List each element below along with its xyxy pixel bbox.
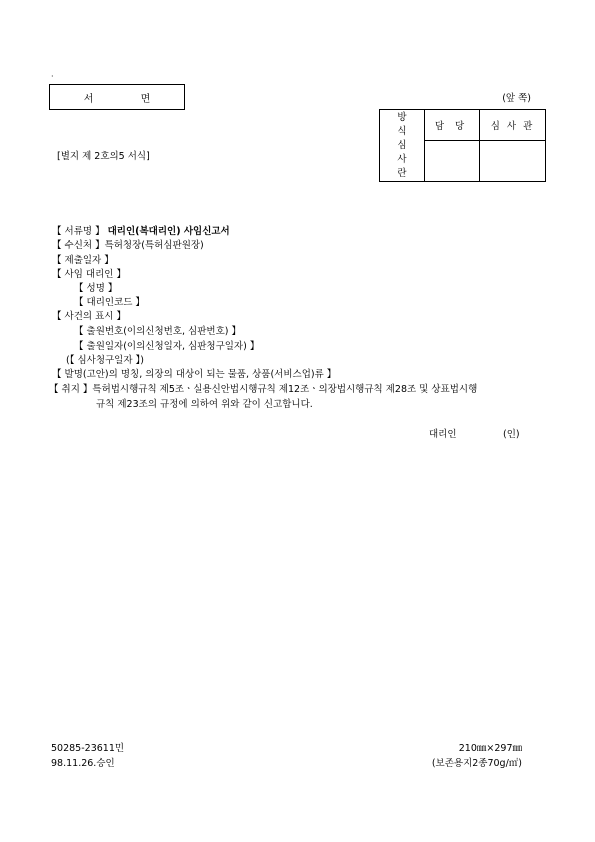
review-side-char: 심 [397,139,407,151]
reviewer-stamp-cell [424,141,480,181]
invention-title-line: 【 발명(고안)의 명칭, 의장의 대상이 되는 물품, 상품(서비스업)류 】 [52,369,337,380]
page-side-label: (앞 쪽) [502,93,531,104]
paper-type: (보존용지2종70g/㎡) [431,758,522,769]
agent-name-line: 【 성명 】 [74,283,118,294]
purpose-line: 【 취지 】특허법시행규칙 제5조ㆍ실용신안법시행규칙 제12조ㆍ의장법시행규칙 제28조 및 상표법시행 [49,384,478,395]
document-title-bracket: 【 서류명 】 [52,226,105,237]
resigning-agent-line: 【 사임 대리인 】 [52,269,126,280]
review-side-char: 사 [397,153,407,165]
submit-date-line: 【 제출일자 】 [52,255,114,266]
review-side-char: 식 [397,125,407,137]
recipient-line: 【 수신처 】특허청장(특허심판원장) [52,240,204,251]
review-side-char: 란 [397,167,407,179]
seal-mark: (인) [503,429,520,440]
application-number-line: 【 출원번호(이의신청번호, 심판번호) 】 [74,326,241,337]
review-side-char: 방 [397,111,407,123]
paper-size: 210㎜×297㎜ [458,743,522,754]
form-number: [별지 제 2호의5 서식] [57,151,150,162]
seomyeon-box: 서 면 [49,84,185,110]
approval-date: 98.11.26.승인 [51,758,115,769]
reviewer-header: 담 당 [424,110,480,141]
agent-code-line: 【 대리인코드 】 [74,297,145,308]
case-display-line: 【 사건의 표시 】 [52,311,126,322]
corner-mark: · [51,72,54,81]
form-code: 50285-23611민 [51,743,125,754]
document-title: 대리인(복대리인) 사임신고서 [107,226,230,237]
review-side-label [380,110,425,181]
examiner-header: 심 사 관 [480,110,545,141]
application-date-line: 【 출원일자(이의신청일자, 심판청구일자) 】 [74,341,260,352]
review-stamp-table [379,109,546,182]
exam-request-date-line: (【 심사청구일자 】) [66,355,145,366]
signer-label: 대리인 [429,429,457,440]
purpose-line-continued: 규칙 제23조의 규정에 의하여 위와 같이 신고합니다. [96,399,313,410]
examiner-stamp-cell [480,141,545,181]
document-title-line [52,225,230,238]
